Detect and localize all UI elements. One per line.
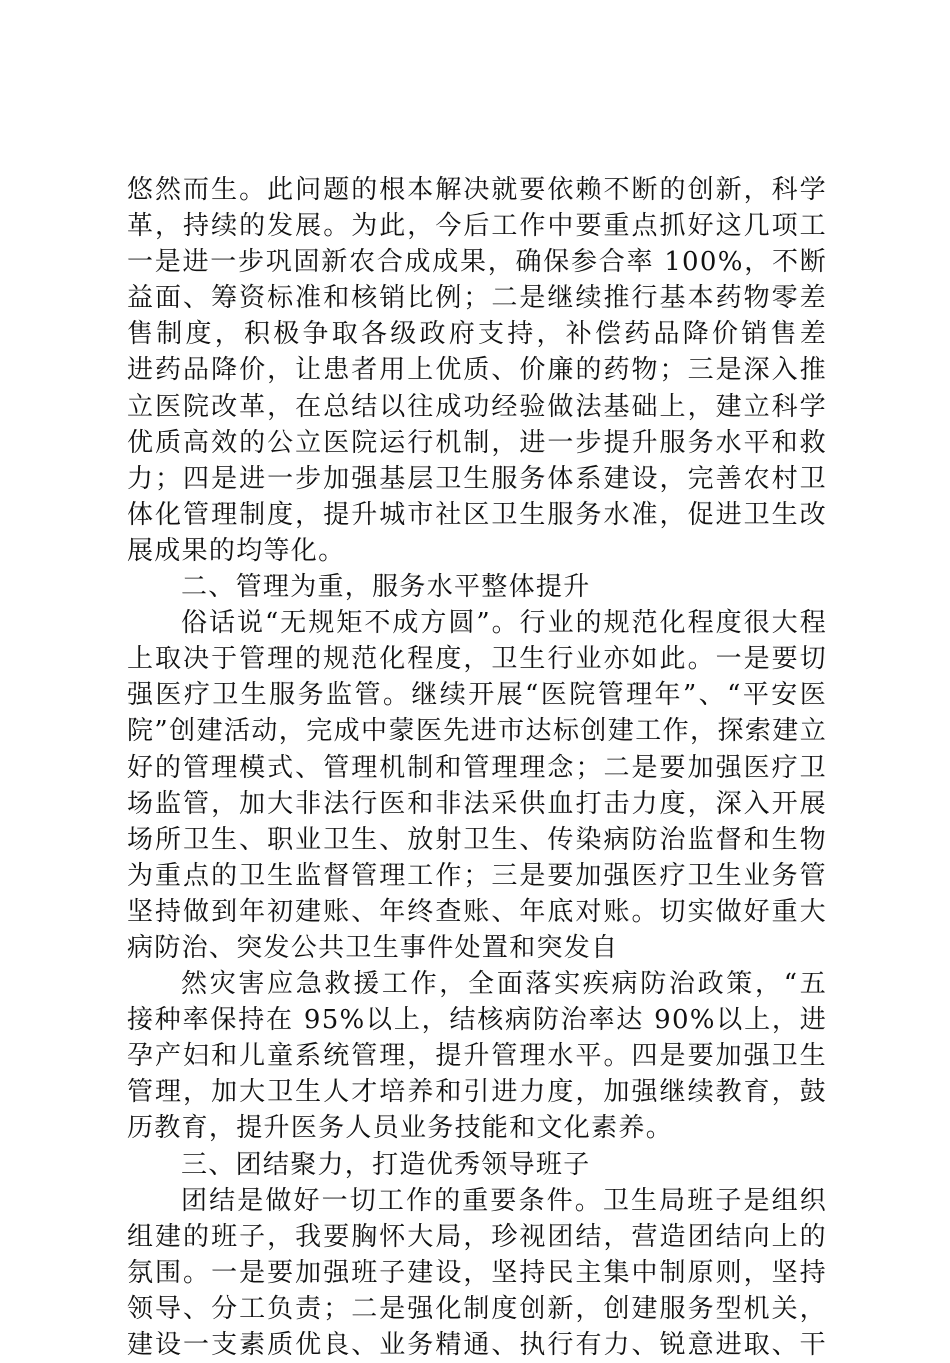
text-line: 好的管理模式、管理机制和管理理念；二是要加强医疗卫 xyxy=(127,752,827,783)
text-line: 历教育，提升医务人员业务技能和文化素养。 xyxy=(127,1113,674,1144)
paragraph-first-line: 俗话说“无规矩不成方圆”。行业的规范化程度很大程 xyxy=(181,608,827,639)
text-line: 坚持做到年初建账、年终查账、年底对账。切实做好重大 xyxy=(127,896,827,927)
text-line: 上取决于管理的规范化程度，卫生行业亦如此。一是要切 xyxy=(127,644,827,675)
paragraph-first-line: 然灾害应急救援工作，全面落实疾病防治政策，“五 xyxy=(181,969,827,1000)
text-line: 组建的班子，我要胸怀大局，珍视团结，营造团结向上的 xyxy=(127,1221,827,1252)
text-line: 管理，加大卫生人才培养和引进力度，加强继续教育，鼓 xyxy=(127,1077,827,1108)
text-line: 领导、分工负责；二是强化制度创新，创建服务型机关， xyxy=(127,1293,827,1324)
text-line: 孕产妇和儿童系统管理，提升管理水平。四是要加强卫生 xyxy=(127,1041,827,1072)
text-line: 一是进一步巩固新农合成成果，确保参合率 100%，不断 xyxy=(127,247,827,278)
text-line: 建设一支素质优良、业务精通、执行有力、锐意进取、干 xyxy=(127,1330,827,1360)
text-line: 售制度，积极争取各级政府支持，补偿药品降价销售差 xyxy=(127,319,827,350)
paragraph-first-line: 三、团结聚力，打造优秀领导班子 xyxy=(181,1149,591,1180)
text-line: 立医院改革，在总结以往成功经验做法基础上，建立科学 xyxy=(127,391,827,422)
text-line: 院”创建活动，完成中蒙医先进市达标创建工作，探索建立 xyxy=(127,716,827,747)
text-line: 展成果的均等化。 xyxy=(127,535,346,566)
paragraph-first-line: 二、管理为重，服务水平整体提升 xyxy=(181,572,591,603)
text-line: 为重点的卫生监督管理工作；三是要加强医疗卫生业务管 xyxy=(127,860,827,891)
text-line: 力；四是进一步加强基层卫生服务体系建设，完善农村卫 xyxy=(127,463,827,494)
text-line: 悠然而生。此问题的根本解决就要依赖不断的创新，科学 xyxy=(127,175,827,205)
text-line: 场所卫生、职业卫生、放射卫生、传染病防治监督和生物 xyxy=(127,824,827,855)
text-line: 体化管理制度，提升城市社区卫生服务水准，促进卫生改 xyxy=(127,499,827,530)
text-line: 强医疗卫生服务监管。继续开展“医院管理年”、“平安医 xyxy=(127,680,827,711)
text-line: 革，持续的发展。为此，今后工作中要重点抓好这几项工 xyxy=(127,211,827,242)
text-line: 病防治、突发公共卫生事件处置和突发自 xyxy=(127,932,619,963)
text-line: 进药品降价，让患者用上优质、价廉的药物；三是深入推 xyxy=(127,355,827,386)
paragraph-first-line: 团结是做好一切工作的重要条件。卫生局班子是组织 xyxy=(181,1185,827,1216)
document-body xyxy=(127,172,827,1363)
text-line: 优质高效的公立医院运行机制，进一步提升服务水平和救 xyxy=(127,427,827,458)
text-line: 场监管，加大非法行医和非法采供血打击力度，深入开展 xyxy=(127,788,827,819)
text-line: 氛围。一是要加强班子建设，坚持民主集中制原则，坚持 xyxy=(127,1257,827,1288)
text-line: 接种率保持在 95%以上，结核病防治率达 90%以上，进 xyxy=(127,1005,827,1036)
text-line: 益面、筹资标准和核销比例；二是继续推行基本药物零差 xyxy=(127,283,827,314)
